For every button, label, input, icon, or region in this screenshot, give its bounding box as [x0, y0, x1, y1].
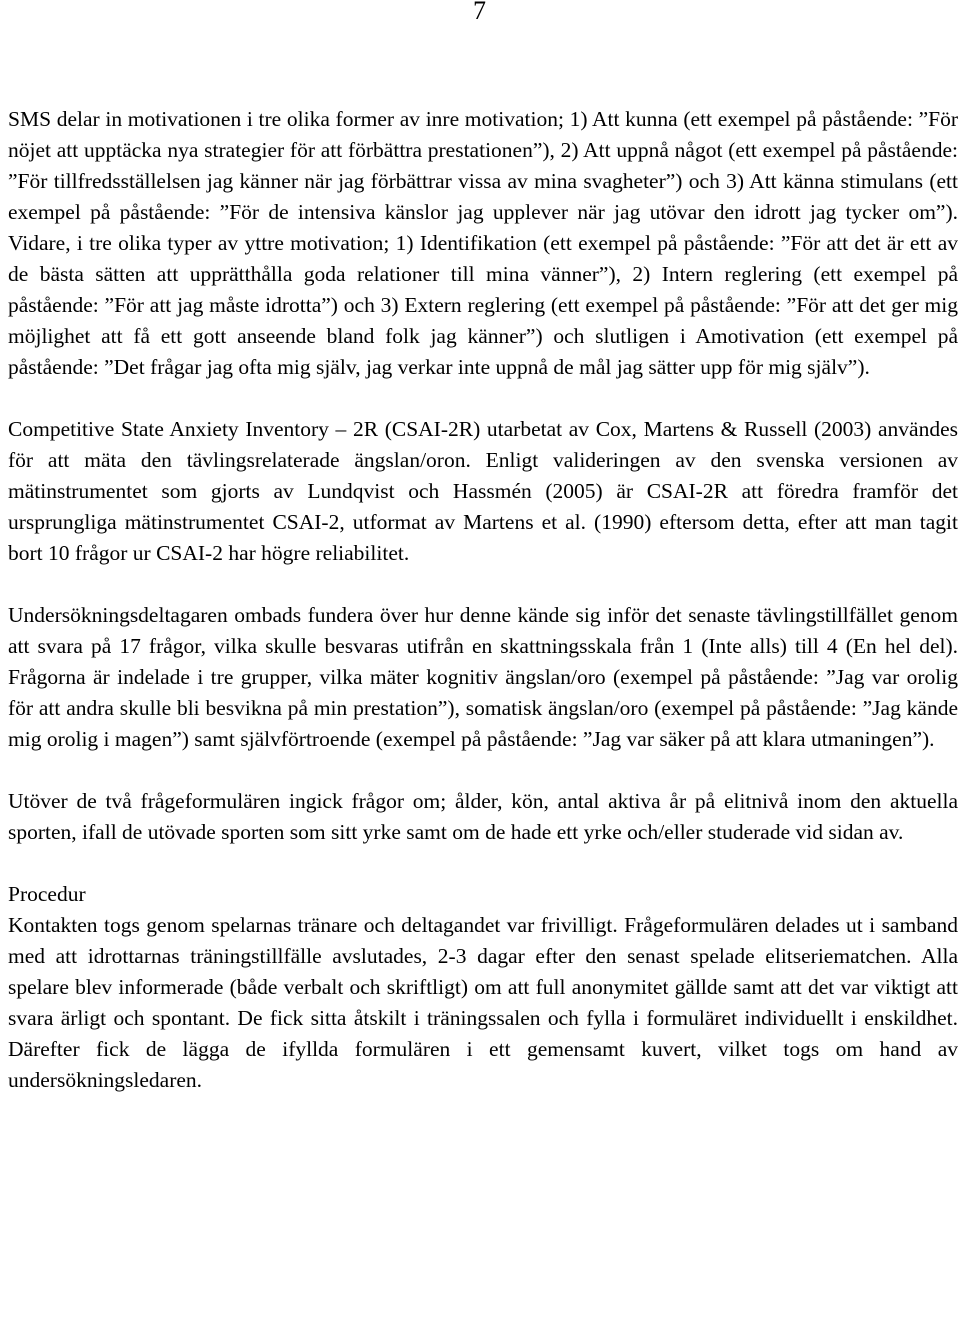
paragraph-csai-2r: Competitive State Anxiety Inventory – 2R (CSAI-2R) utarbetat av Cox, Martens & Russell (2003) användes för att mäta den tävlingsrelaterade ängslan/oron. Enligt valideringen av den svenska versionen av mätinstrumentet som gjorts av Lundqvist och Hassmén (2005) är CSAI-2R att föredra framför det ursprungliga mätinstrumentet CSAI-2, utformat av Martens et al. (1990) eftersom detta, efter att man tagit bort 10 frågor ur CSAI-2 har högre reliabilitet. — [8, 417, 958, 565]
paragraph-procedure: Kontakten togs genom spelarnas tränare och deltagandet var frivilligt. Frågeformulären delades ut i samband med att idrottarnas träningstillfälle avslutades, 2-3 dagar efter den senast spelade elitseriematchen. Alla spelare blev informerade (både verbalt och skriftligt) om att full anonymitet gällde samt att det var viktigt att svara ärligt och spontant. De fick sitta åtskilt i träningssalen och fylla i formuläret individuellt i enskildhet. Därefter fick de lägga de ifyllda formulären i ett gemensamt kuvert, vilket togs om hand av undersökningsledaren. — [8, 913, 958, 1092]
paragraph-background-questions: Utöver de två frågeformulären ingick frågor om; ålder, kön, antal aktiva år på elitnivå inom den aktuella sporten, ifall de utövade sporten som sitt yrke samt om de hade ett yrke och/eller studerade vid sidan av. — [8, 789, 958, 844]
paragraph-questionnaire-instructions: Undersökningsdeltagaren ombads fundera över hur denne kände sig inför det senaste tävlingstillfället genom att svara på 17 frågor, vilka skulle besvaras utifrån en skattningsskala från 1 (Inte alls) till 4 (En hel del). Frågorna är indelade i tre grupper, vilka mäter kognitiv ängslan/oro (exempel på påstående: ”Jag var orolig för att andra skulle bli besvikna på min prestation”), somatisk ängslan/oro (exempel på påstående: ”Jag kände mig orolig i magen”) samt självförtroende (exempel på påstående: ”Jag var säker på att klara utmaningen”). — [8, 603, 958, 751]
section-heading-procedure: Procedur — [8, 882, 86, 906]
paragraph-sms-motivation: SMS delar in motivationen i tre olika former av inre motivation; 1) Att kunna (ett exempel på påstående: ”För nöjet att upptäcka nya strategier för att förbättra prestationen”), 2) Att uppnå något (ett exempel på påstående: ”För tillfredsställelsen jag känner när jag förbättrar vissa av mina svagheter”) och 3) Att känna stimulans (ett exempel på påstående: ”För de intensiva känslor jag upplever när jag utövar den idrott jag tycker om”). Vidare, i tre olika typer av yttre motivation; 1) Identifikation (ett exempel på påstående: ”För att det är ett av de bästa sätten att upprätthålla goda relationer till mina vänner”), 2) Intern reglering (ett exempel på påstående: ”För att jag måste idrotta”) och 3) Extern reglering (ett exempel på påstående: ”För att det ger mig möjlighet att få ett gott anseende bland folk jag känner”) och slutligen i Amotivation (ett exempel på påstående: ”Det frågar jag ofta mig själv, jag verkar inte uppnå de mål jag sätter upp för mig själv”). — [8, 107, 958, 379]
document-body — [8, 104, 958, 1096]
page-number: 7 — [473, 0, 486, 25]
